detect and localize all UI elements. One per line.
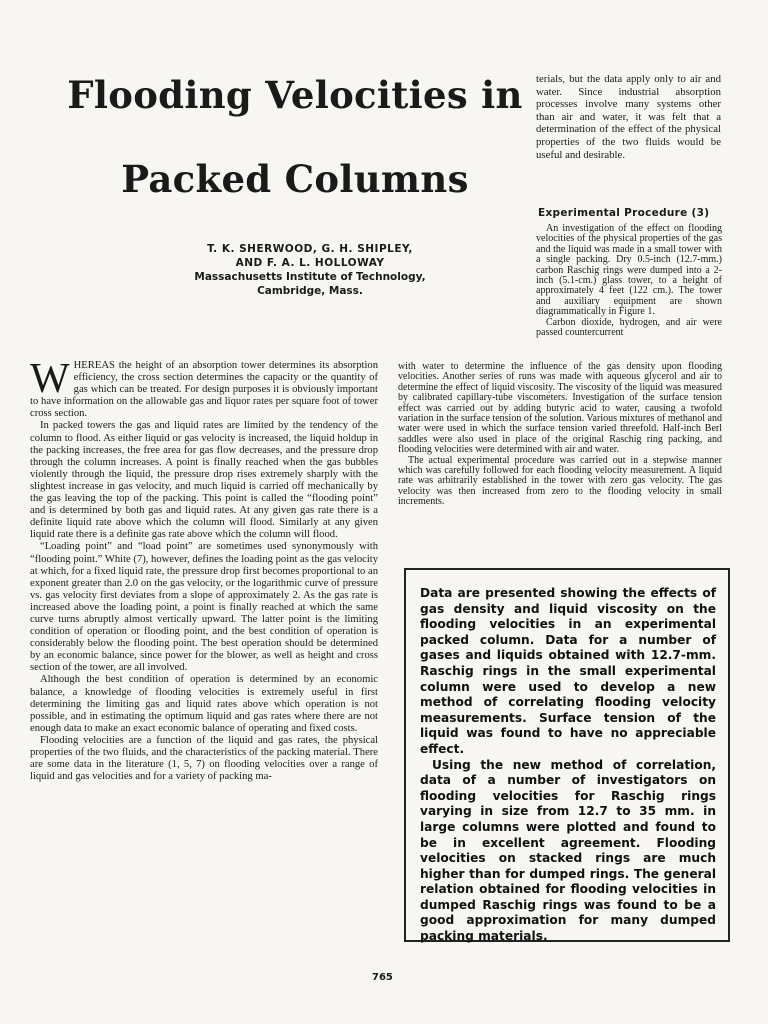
section-heading: Experimental Procedure (3) — [538, 207, 710, 219]
author-block — [110, 242, 510, 298]
author-affiliation-line-2: Cambridge, Mass. — [257, 285, 363, 297]
article-title-line-1: Flooding Velocities in — [67, 73, 523, 117]
paragraph-gases-continued: with water to determine the influence of the gas density upon flooding velocities. Another series of runs was made with aqueous glycerol and air to determine the effect of liquid viscosity. The viscosity of the liquid was measured by calibrated capillary-tube viscometers. Investigation of the surface tension effect was carried out by adding butyric acid to water, causing a twofold variation in the surface tension of the solution. Various mixtures of methanol and water were used in which the surface tension varied threefold. Half-inch Berl saddles were also used in place of the original Raschig ring packing, and flooding velocities were determined with air and water. — [398, 361, 722, 456]
article-title-line-2: Packed Columns — [121, 157, 469, 201]
paragraph-flooding-function: Flooding velocities are a function of the liquid and gas rates, the physical properties of the two fluids, and the characteristics of the packing material. There are some data in the literature (1, 5, 7) on flooding velocities over a range of liquid and gas velocities and for a variety of packing ma- — [30, 734, 378, 783]
abstract-paragraph-1: Data are presented showing the effects of gas density and liquid viscosity on the flooding velocities in an experimental packed column. Data for a number of gases and liquids obtained with 12.7-mm. Raschig rings in the small experimental column were used to develop a new method of correlating flooding velocity measurements. Surface tension of the liquid was found to have no appreciable effect. — [420, 586, 716, 756]
paragraph-investigation: An investigation of the effect on flooding velocities of the physical properties of the gas and the liquid was made in a small tower with a single packing. Dry 0.5-inch (12.7-mm.) carbon Raschig rings were dumped into a 2-inch (5.1-cm.) glass tower, to a height of approximately 4 feet (122 cm.). The tower and auxiliary equipment are shown diagrammatically in Figure 1. — [536, 223, 722, 318]
experimental-narrow-block — [536, 224, 722, 338]
paragraph-gases-start: Carbon dioxide, hydrogen, and air were passed countercurrent — [536, 316, 722, 339]
paragraph-continuation: terials, but the data apply only to air and water. Since industrial absorption processes involve many systems other than air and water, it was felt that a determination of the effect of the physical properties of the two fluids would be useful and desirable. — [536, 73, 721, 161]
paragraph-procedure: The actual experimental procedure was carried out in a stepwise manner which was carefully followed for each flooding velocity measurement. A liquid rate was arbitrarily established in the tower with zero gas velocity. The gas velocity was then increased from zero to the flooding velocity in small increments. — [398, 454, 722, 508]
left-column — [30, 356, 379, 783]
abstract-paragraph-2: Using the new method of correlation, data of a number of investigators on flooding velocities for Raschig rings varying in size from 12.7 to 35 mm. in large columns were plotted and found to be in excellent agreement. Flooding velocities on stacked rings are much higher than for dumped rings. The general relation obtained for flooding velocities in dumped Raschig rings was found to be a good approximation for many dumped packing materials. — [420, 757, 716, 944]
drop-cap: W — [30, 356, 70, 402]
abstract-box — [404, 568, 730, 942]
paragraph-intro — [30, 356, 378, 420]
author-affiliation-line-1: Massachusetts Institute of Technology, — [194, 271, 426, 283]
experimental-wide-block — [398, 362, 722, 508]
paragraph-best-operation: Although the best condition of operation is determined by an economic balance, a knowledge of flooding velocities is extremely useful in first determining the limiting gas and liquid rates above which operation is not possible, and in estimating the optimum liquid and gas rates where there are not enough data to make an exact economic balance of operating and fixed costs. — [30, 674, 378, 734]
paragraph-packed-towers: In packed towers the gas and liquid rates are limited by the tendency of the column to flood. As either liquid or gas velocity is increased, the liquid holdup in the packing increases, the free area for gas flow decreases, and the pressure drop through the column increases. A point is finally reached when the gas bubbles violently through the liquid, the pressure drop rises extremely sharply with the slightest increase in gas velocity, and much liquid is carried off mechanically by the gas leaving the top of the packing. This point is called the “flooding point” and is determined by both gas and liquid rates. At any given gas rate there is a definite liquid rate above which the column will flood. Similarly at any given liquid rate there is a definite gas rate above which the column will flood. — [30, 420, 378, 541]
paragraph-intro-text: HEREAS the height of an absorption tower determines its absorption efficiency, the cross section determines the capacity or the quantity of gas which can be treated. For design purposes it is obviously important to have information on the allowable gas and liquor rates per square foot of tower cross section. — [30, 360, 378, 420]
author-names-line-2: AND F. A. L. HOLLOWAY — [235, 257, 385, 269]
right-column-continuation — [536, 73, 721, 161]
page-number: 765 — [372, 972, 393, 983]
author-names-line-1: T. K. SHERWOOD, G. H. SHIPLEY, — [207, 243, 413, 255]
paragraph-loading-point: “Loading point” and “load point” are sometimes used synonymously with “flooding point.” White (7), however, defines the loading point as the gas velocity at which, for a fixed liquid rate, the pressure drop first becomes proportional to an exponent greater than 2.0 on the gas velocity, or the logarithmic curve of pressure vs. gas velocity first deviates from a slope of approximately 2. As the gas rate is increased above the loading point, a point is finally reached at which the same curve turns abruptly almost vertically upward. The latter point is the limiting condition of operation or flooding point, and the best condition of operation is considerably below the flooding point. The best operation should be determined by an economic balance, since power for the blower, as well as height and cross section of the tower, are all involved. — [30, 541, 379, 674]
